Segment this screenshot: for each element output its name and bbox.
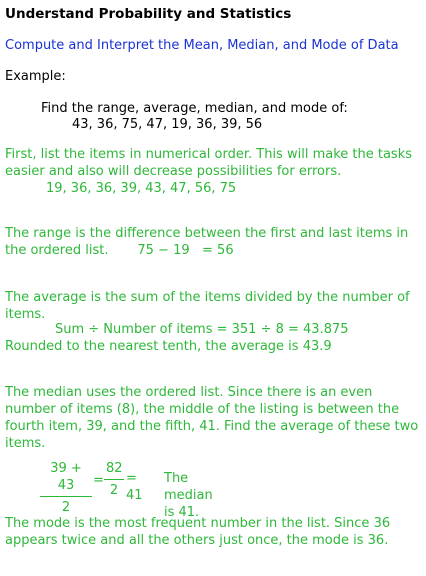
page-title: Understand Probability and Statistics — [5, 6, 292, 22]
range-explanation-line2: the ordered list. 75 − 19 = 56 — [5, 243, 234, 258]
page-subtitle: Compute and Interpret the Mean, Median, and Mode of Data — [5, 38, 399, 53]
example-label: Example: — [5, 69, 66, 84]
fraction-denominator: 2 — [109, 483, 119, 498]
average-explanation: The average is the sum of the items divided by the number of items. — [5, 290, 410, 322]
equals-sign: = — [93, 473, 104, 488]
median-result-text: The median is 41. — [164, 471, 213, 520]
mode-explanation: The mode is the most frequent number in the list. Since 36 appears twice and all the others just once, the mode is 36. — [5, 516, 391, 548]
median-result-value: = 41 — [126, 471, 143, 503]
fraction-numerator: 39 + 43 — [50, 461, 82, 493]
order-explanation: First, list the items in numerical order. This will make the tasks easier and also will decrease possibilities for errors. — [5, 147, 412, 179]
range-explanation-line1: The range is the difference between the first and last items in — [5, 226, 409, 241]
problem-statement: Find the range, average, median, and mode of: — [41, 101, 348, 116]
ordered-list: 19, 36, 36, 39, 43, 47, 56, 75 — [46, 181, 237, 196]
median-fraction-2 — [104, 460, 124, 499]
fraction-denominator: 2 — [61, 500, 71, 515]
average-rounded: Rounded to the nearest tenth, the average is 43.9 — [5, 339, 332, 354]
fraction-numerator: 82 — [106, 461, 123, 476]
problem-data-list: 43, 36, 75, 47, 19, 36, 39, 56 — [72, 117, 263, 132]
median-fraction-1 — [40, 460, 92, 516]
median-explanation: The median uses the ordered list. Since there is an even number of items (8), the middle of the listing is between the fourth item, 39, and the fifth, 41. Find the average of these two items. — [5, 385, 419, 451]
average-equation: Sum ÷ Number of items = 351 ÷ 8 = 43.875 — [55, 322, 349, 337]
